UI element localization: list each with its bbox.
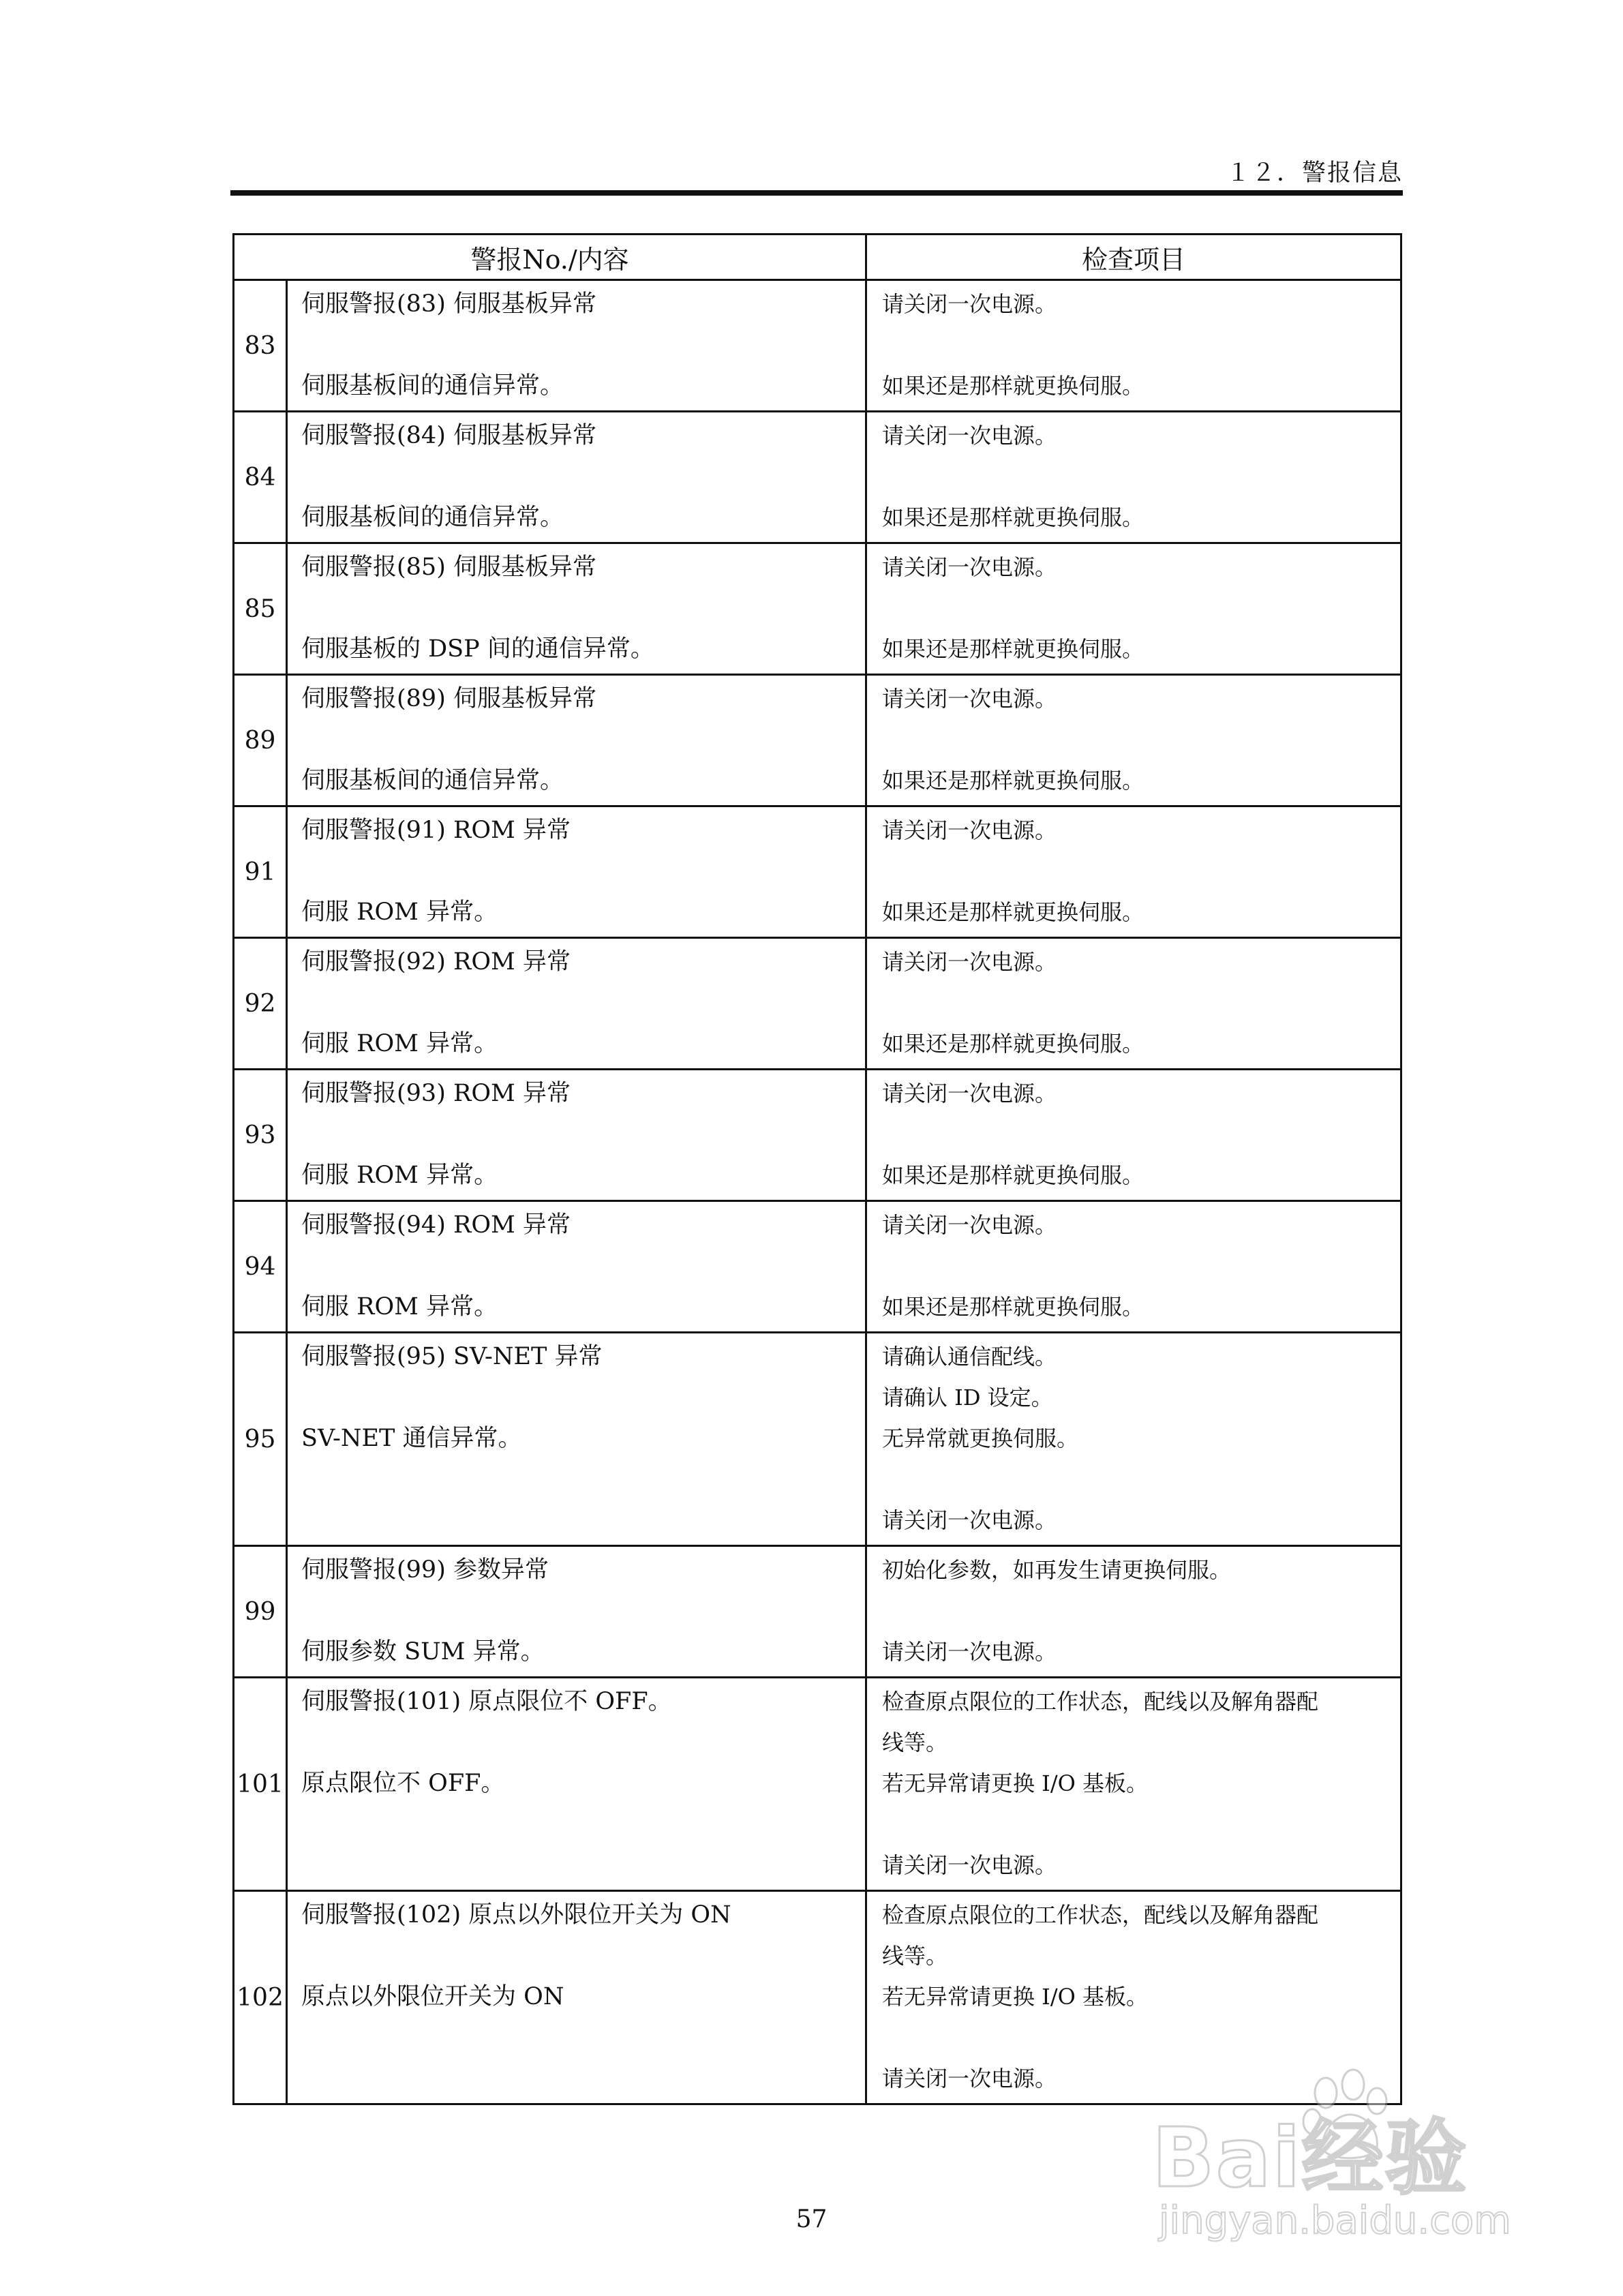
check-line xyxy=(882,329,1400,369)
content-line: 伺服警报(92) ROM 异常 xyxy=(301,948,571,976)
content-line xyxy=(301,1504,865,1545)
page-number: 57 xyxy=(795,2205,828,2233)
check-line: 若无异常请更换 I/O 基板。 xyxy=(882,1984,1149,2010)
watermark-url: jingyan.baidu.com xyxy=(1159,2199,1511,2243)
table-row xyxy=(234,412,1401,543)
table-row xyxy=(234,280,1401,412)
check-items-cell xyxy=(866,412,1401,543)
content-line xyxy=(301,723,865,764)
check-line xyxy=(882,1118,1400,1159)
table-row xyxy=(234,806,1401,938)
content-line xyxy=(301,1118,865,1159)
check-line xyxy=(882,986,1400,1027)
watermark-brand: Bai经验 xyxy=(1152,2111,1468,2206)
table-row xyxy=(234,1201,1401,1333)
alarm-number: 83 xyxy=(234,280,287,412)
table-row xyxy=(234,1678,1401,1891)
alarm-number: 84 xyxy=(234,412,287,543)
page-header xyxy=(230,154,1403,195)
watermark xyxy=(1152,2066,1534,2250)
check-line xyxy=(882,460,1400,501)
alarm-content-cell xyxy=(287,938,866,1070)
content-line: 伺服基板间的通信异常。 xyxy=(301,504,564,531)
check-items-cell xyxy=(866,938,1401,1070)
check-items-cell xyxy=(866,806,1401,938)
table-body xyxy=(234,280,1401,2104)
content-line: 伺服警报(84) 伺服基板异常 xyxy=(301,422,596,449)
content-line: 伺服警报(95) SV-NET 异常 xyxy=(301,1343,603,1370)
alarm-number: 93 xyxy=(234,1070,287,1201)
check-line: 请确认通信配线。 xyxy=(882,1344,1057,1370)
alarm-content-cell xyxy=(287,1201,866,1333)
check-items-cell xyxy=(866,675,1401,806)
content-line xyxy=(301,1463,865,1504)
alarm-number: 99 xyxy=(234,1546,287,1678)
check-line: 请关闭一次电源。 xyxy=(882,817,1057,843)
column-header-content: 警报No./内容 xyxy=(234,235,866,280)
check-line xyxy=(882,1808,1400,1849)
check-line: 检查原点限位的工作状态，配线以及解角器配 xyxy=(882,1902,1319,1928)
table-row xyxy=(234,675,1401,806)
content-line: 原点以外限位开关为 ON xyxy=(301,1983,564,2010)
alarm-content-cell xyxy=(287,1070,866,1201)
check-items-cell xyxy=(866,280,1401,412)
check-line: 如果还是那样就更换伺服。 xyxy=(882,636,1144,662)
table-row xyxy=(234,1546,1401,1678)
content-line: 原点限位不 OFF。 xyxy=(301,1770,505,1797)
check-line xyxy=(882,1595,1400,1635)
content-line xyxy=(301,1939,865,1980)
check-line: 若无异常请更换 I/O 基板。 xyxy=(882,1770,1149,1796)
table-header-row xyxy=(234,235,1401,280)
alarm-content-cell xyxy=(287,1891,866,2104)
alarm-content-cell xyxy=(287,412,866,543)
check-line: 请关闭一次电源。 xyxy=(882,423,1057,449)
check-items-cell xyxy=(866,1546,1401,1678)
alarm-number: 102 xyxy=(234,1891,287,2104)
content-line: 伺服警报(91) ROM 异常 xyxy=(301,817,571,844)
content-line xyxy=(301,1595,865,1635)
alarm-number: 101 xyxy=(234,1678,287,1891)
content-line: 伺服警报(99) 参数异常 xyxy=(301,1556,549,1584)
check-line: 请关闭一次电源。 xyxy=(882,2066,1057,2091)
check-line: 请关闭一次电源。 xyxy=(882,686,1057,712)
content-line xyxy=(301,986,865,1027)
check-line: 如果还是那样就更换伺服。 xyxy=(882,373,1144,399)
alarm-content-cell xyxy=(287,806,866,938)
check-items-cell xyxy=(866,1201,1401,1333)
table-row xyxy=(234,938,1401,1070)
check-items-cell xyxy=(866,1333,1401,1546)
content-line xyxy=(301,592,865,633)
table-row xyxy=(234,1070,1401,1201)
check-line xyxy=(882,723,1400,764)
check-line: 请关闭一次电源。 xyxy=(882,291,1057,317)
check-items-cell xyxy=(866,543,1401,675)
check-line: 如果还是那样就更换伺服。 xyxy=(882,1294,1144,1320)
check-items-cell xyxy=(866,1070,1401,1201)
check-line: 如果还是那样就更换伺服。 xyxy=(882,1162,1144,1188)
alarm-number: 85 xyxy=(234,543,287,675)
alarm-content-cell xyxy=(287,543,866,675)
column-header-check: 检查项目 xyxy=(866,235,1401,280)
alarm-content-cell xyxy=(287,675,866,806)
check-line xyxy=(882,2021,1400,2062)
content-line xyxy=(301,1726,865,1767)
content-line: 伺服警报(85) 伺服基板异常 xyxy=(301,554,596,581)
check-line: 请关闭一次电源。 xyxy=(882,554,1057,580)
content-line: 伺服警报(94) ROM 异常 xyxy=(301,1211,571,1239)
content-line: SV-NET 通信异常。 xyxy=(301,1425,522,1452)
check-line: 请关闭一次电源。 xyxy=(882,1639,1057,1665)
content-line: 伺服警报(83) 伺服基板异常 xyxy=(301,290,596,318)
check-line: 初始化参数，如再发生请更换伺服。 xyxy=(882,1557,1232,1583)
content-line: 伺服基板间的通信异常。 xyxy=(301,372,564,399)
check-line xyxy=(882,1250,1400,1290)
alarm-content-cell xyxy=(287,1546,866,1678)
alarm-content-cell xyxy=(287,1333,866,1546)
content-line xyxy=(301,460,865,501)
content-line xyxy=(301,1808,865,1849)
check-line: 请关闭一次电源。 xyxy=(882,1212,1057,1238)
content-line xyxy=(301,2062,865,2103)
check-line: 请确认 ID 设定。 xyxy=(882,1385,1053,1410)
content-line: 伺服警报(101) 原点限位不 OFF。 xyxy=(301,1688,672,1715)
check-line: 检查原点限位的工作状态，配线以及解角器配 xyxy=(882,1689,1319,1715)
content-line xyxy=(301,329,865,369)
content-line: 伺服 ROM 异常。 xyxy=(301,898,498,926)
content-line: 伺服基板的 DSP 间的通信异常。 xyxy=(301,635,654,663)
content-line xyxy=(301,1381,865,1422)
alarm-number: 95 xyxy=(234,1333,287,1546)
content-line: 伺服警报(93) ROM 异常 xyxy=(301,1080,571,1107)
table-row xyxy=(234,543,1401,675)
content-line: 伺服 ROM 异常。 xyxy=(301,1162,498,1189)
content-line: 伺服警报(102) 原点以外限位开关为 ON xyxy=(301,1901,731,1929)
content-line: 伺服 ROM 异常。 xyxy=(301,1293,498,1320)
check-line: 请关闭一次电源。 xyxy=(882,1507,1057,1533)
content-line xyxy=(301,2021,865,2062)
check-line: 请关闭一次电源。 xyxy=(882,949,1057,975)
content-line: 伺服 ROM 异常。 xyxy=(301,1030,498,1057)
alarm-number: 94 xyxy=(234,1201,287,1333)
alarm-content-cell xyxy=(287,1678,866,1891)
check-line: 如果还是那样就更换伺服。 xyxy=(882,899,1144,925)
content-line: 伺服基板间的通信异常。 xyxy=(301,767,564,794)
section-title: １２．警报信息 xyxy=(1226,160,1403,187)
table-row xyxy=(234,1333,1401,1546)
check-line: 请关闭一次电源。 xyxy=(882,1081,1057,1106)
content-line xyxy=(301,1250,865,1290)
check-line: 如果还是那样就更换伺服。 xyxy=(882,768,1144,794)
content-line xyxy=(301,855,865,896)
check-line: 无异常就更换伺服。 xyxy=(882,1425,1079,1451)
content-line: 伺服参数 SUM 异常。 xyxy=(301,1638,545,1665)
alarm-content-cell xyxy=(287,280,866,412)
header-rule xyxy=(230,190,1403,196)
alarm-number: 91 xyxy=(234,806,287,938)
check-line: 线等。 xyxy=(882,1729,948,1755)
check-line: 线等。 xyxy=(882,1943,948,1969)
check-line xyxy=(882,855,1400,896)
content-line xyxy=(301,1849,865,1890)
alarm-table xyxy=(232,233,1402,2105)
check-line: 如果还是那样就更换伺服。 xyxy=(882,1031,1144,1057)
check-line: 如果还是那样就更换伺服。 xyxy=(882,504,1144,530)
alarm-number: 89 xyxy=(234,675,287,806)
check-line xyxy=(882,592,1400,633)
content-line: 伺服警报(89) 伺服基板异常 xyxy=(301,685,596,712)
check-items-cell xyxy=(866,1678,1401,1891)
check-line: 请关闭一次电源。 xyxy=(882,1852,1057,1878)
check-line xyxy=(882,1463,1400,1504)
alarm-number: 92 xyxy=(234,938,287,1070)
